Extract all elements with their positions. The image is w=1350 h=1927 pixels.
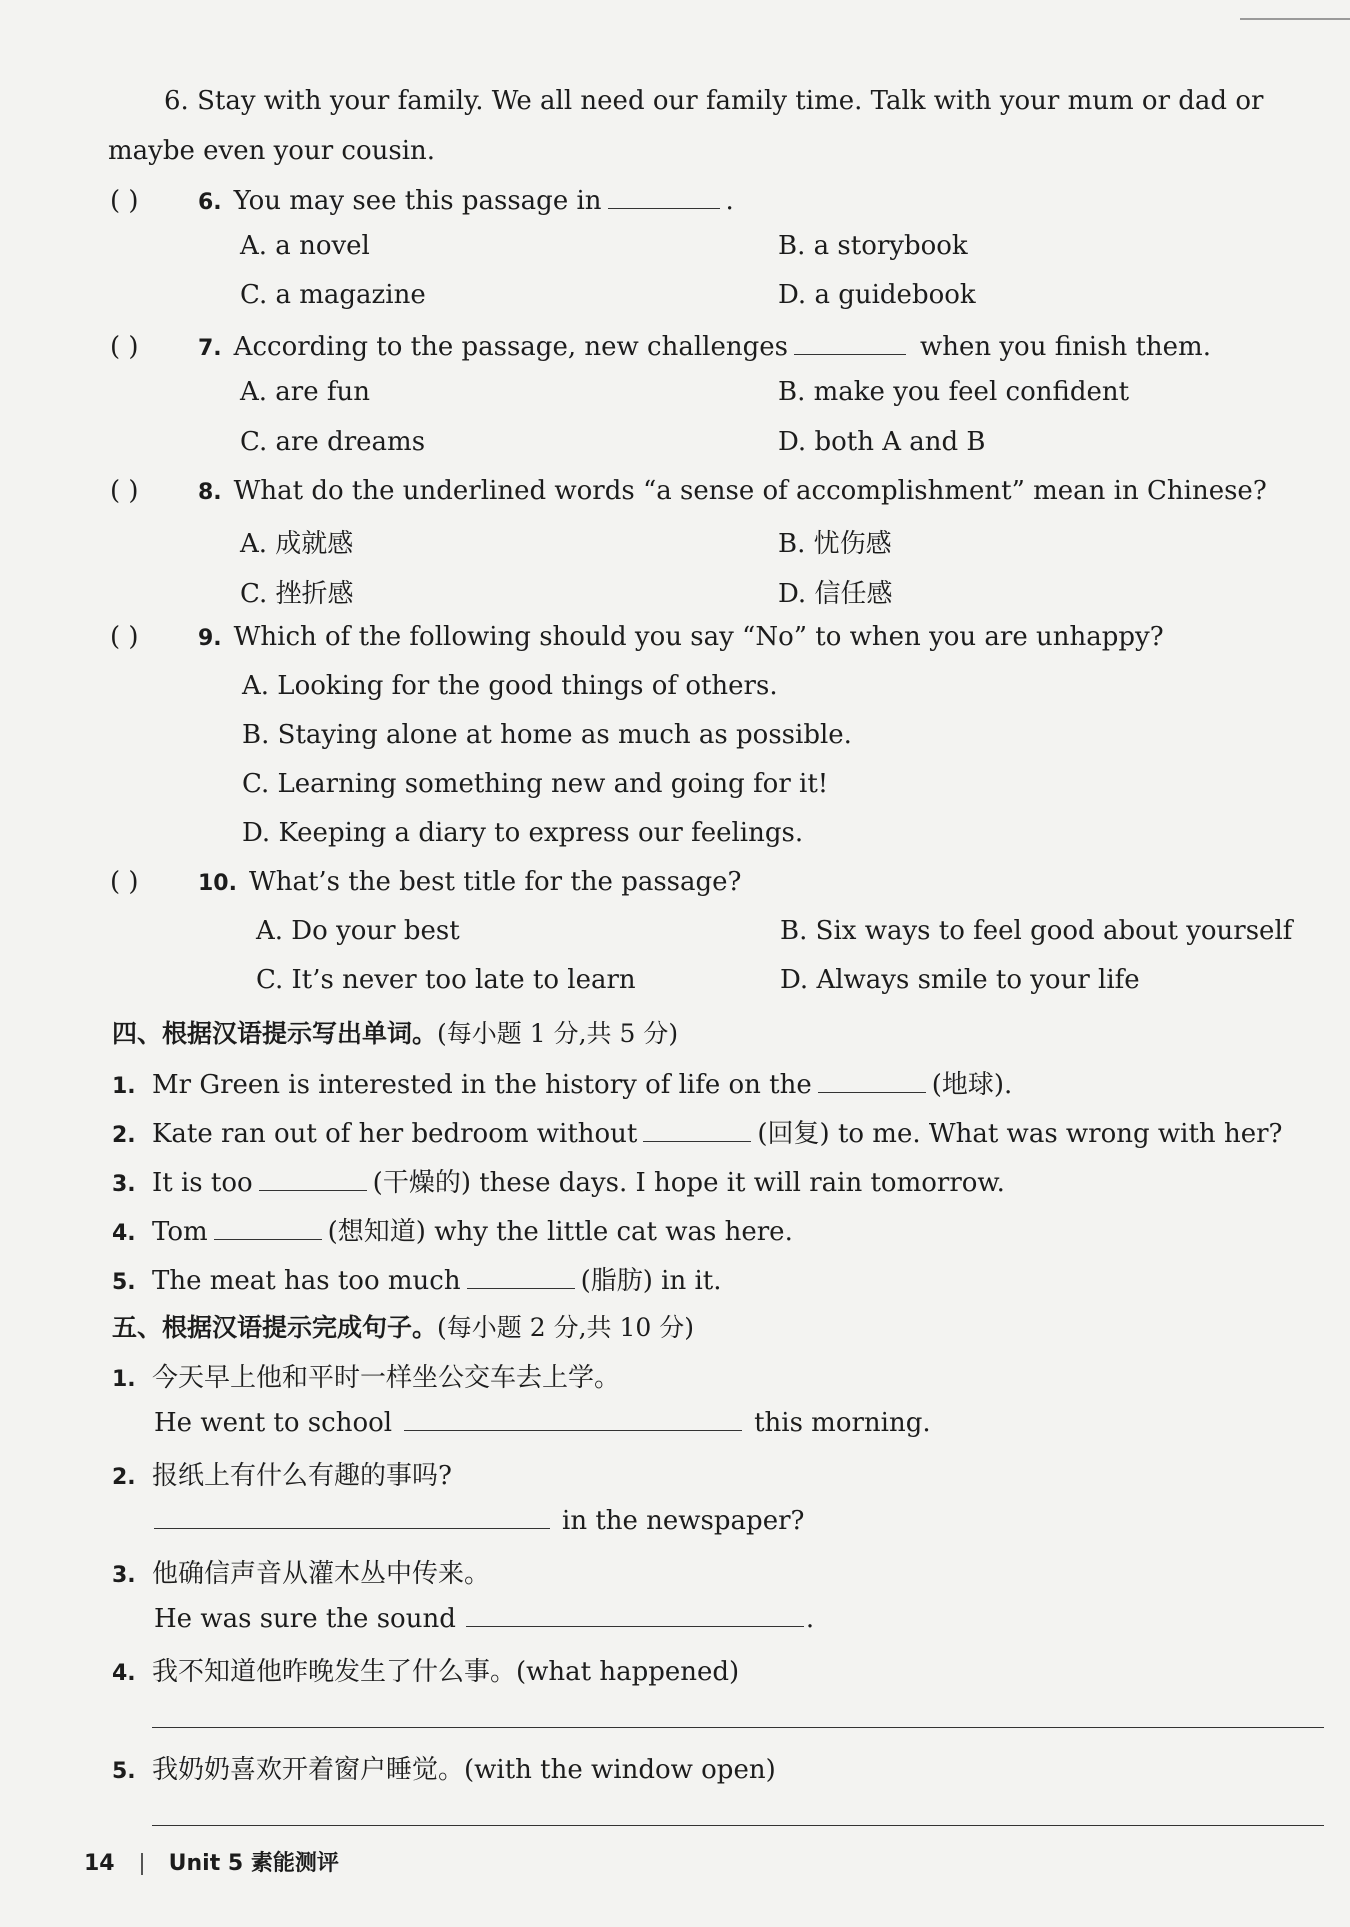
item-hint: (想知道) why the little cat was here. xyxy=(327,1217,793,1247)
answer-blank[interactable] xyxy=(466,1602,804,1627)
answer-paren[interactable]: ( ) xyxy=(110,186,139,216)
item-chinese: 报纸上有什么有趣的事吗? xyxy=(152,1461,452,1491)
item-number: 5. xyxy=(112,1270,136,1295)
answer-blank[interactable] xyxy=(154,1504,550,1529)
sentence-start: He was sure the sound xyxy=(154,1604,456,1634)
answer-blank[interactable] xyxy=(467,1264,575,1289)
item-chinese: 我不知道他昨晚发生了什么事。(what happened) xyxy=(152,1657,740,1687)
section-5-item-4 xyxy=(112,1651,739,1688)
section-5-heading: 五、根据汉语提示完成句子。 xyxy=(112,1313,438,1342)
question-8 xyxy=(110,476,1267,506)
answer-paren[interactable]: ( ) xyxy=(110,622,139,652)
answer-blank[interactable] xyxy=(643,1117,751,1142)
sentence-end: this morning. xyxy=(754,1408,931,1438)
answer-paren[interactable]: ( ) xyxy=(110,867,139,897)
item-chinese: 今天早上他和平时一样坐公交车去上学。 xyxy=(152,1363,621,1393)
answer-line[interactable] xyxy=(152,1825,1324,1826)
question-number: 9. xyxy=(198,626,222,651)
question-10 xyxy=(110,867,742,897)
answer-blank[interactable] xyxy=(818,1068,926,1093)
answer-blank[interactable] xyxy=(404,1406,742,1431)
question-9 xyxy=(110,622,1164,652)
sentence-end: . xyxy=(805,1604,815,1634)
section-5-item-2 xyxy=(112,1455,452,1492)
section-5-title xyxy=(112,1308,694,1344)
item-hint: (地球). xyxy=(931,1070,1013,1100)
option-a[interactable]: A. Looking for the good things of others. xyxy=(242,671,778,701)
question-number: 10. xyxy=(198,871,237,896)
option-c[interactable]: C. a magazine xyxy=(240,280,426,310)
question-6 xyxy=(110,184,734,216)
option-a[interactable]: A. Do your best xyxy=(256,916,460,946)
option-d[interactable]: D. a guidebook xyxy=(778,280,976,310)
item-number: 4. xyxy=(112,1221,136,1246)
answer-blank[interactable] xyxy=(608,184,720,209)
answer-blank[interactable] xyxy=(259,1166,367,1191)
item-hint: (脂肪) in it. xyxy=(580,1266,722,1296)
answer-blank[interactable] xyxy=(794,330,906,355)
item-text: The meat has too much xyxy=(152,1266,461,1296)
sentence-end: in the newspaper? xyxy=(562,1506,805,1536)
option-c[interactable]: C. Learning something new and going for it! xyxy=(242,769,829,799)
section-4-heading: 四、根据汉语提示写出单词。 xyxy=(112,1019,438,1048)
item-number: 3. xyxy=(112,1563,136,1588)
section-5-item-5 xyxy=(112,1749,776,1786)
question-7 xyxy=(110,330,1211,362)
option-c[interactable]: C. 挫折感 xyxy=(240,579,354,609)
option-b[interactable]: B. Staying alone at home as much as possible. xyxy=(242,720,852,750)
item-text: Tom xyxy=(152,1217,208,1247)
section-5-points: (每小题 2 分,共 10 分) xyxy=(437,1313,694,1342)
item-text: It is too xyxy=(152,1168,253,1198)
item-number: 1. xyxy=(112,1074,136,1099)
page-number: 14 xyxy=(84,1851,115,1876)
item-text: Kate ran out of her bedroom without xyxy=(152,1119,638,1149)
footer-divider xyxy=(141,1853,143,1875)
section-5-item-3 xyxy=(112,1553,490,1590)
option-d[interactable]: D. 信任感 xyxy=(778,579,893,609)
option-b[interactable]: B. make you feel confident xyxy=(778,377,1130,407)
question-stem: According to the passage, new challenges xyxy=(233,332,788,362)
option-b[interactable]: B. a storybook xyxy=(778,231,968,261)
option-c[interactable]: C. It’s never too late to learn xyxy=(256,965,636,995)
section-4-item-5 xyxy=(112,1260,721,1297)
item-chinese: 他确信声音从灌木丛中传来。 xyxy=(152,1559,491,1589)
question-number: 8. xyxy=(198,480,222,505)
section-5-item-2-answer xyxy=(154,1504,804,1536)
intro-paragraph: 6. Stay with your family. We all need our family time. Talk with your mum or dad or maybe even your cousin. xyxy=(108,86,1264,166)
answer-paren[interactable]: ( ) xyxy=(110,476,139,506)
item-hint: (回复) to me. What was wrong with her? xyxy=(757,1119,1283,1149)
question-number: 7. xyxy=(198,336,222,361)
answer-blank[interactable] xyxy=(214,1215,322,1240)
option-d[interactable]: D. Keeping a diary to express our feelings. xyxy=(242,818,804,848)
item-chinese: 我奶奶喜欢开着窗户睡觉。(with the window open) xyxy=(152,1755,776,1785)
question-stem: What’s the best title for the passage? xyxy=(248,867,742,897)
item-number: 2. xyxy=(112,1123,136,1148)
item-number: 2. xyxy=(112,1465,136,1490)
section-5-item-1-answer xyxy=(154,1406,931,1438)
question-stem: You may see this passage in xyxy=(233,186,602,216)
item-number: 1. xyxy=(112,1367,136,1392)
section-4-title xyxy=(112,1014,678,1050)
item-number: 4. xyxy=(112,1661,136,1686)
sentence-start: He went to school xyxy=(154,1408,393,1438)
question-stem: What do the underlined words “a sense of accomplishment” mean in Chinese? xyxy=(233,476,1267,506)
answer-line[interactable] xyxy=(152,1727,1324,1728)
unit-label: Unit 5 素能测评 xyxy=(168,1851,339,1876)
item-text: Mr Green is interested in the history of life on the xyxy=(152,1070,812,1100)
option-d[interactable]: D. Always smile to your life xyxy=(780,965,1140,995)
item-number: 3. xyxy=(112,1172,136,1197)
section-4-item-3 xyxy=(112,1162,1005,1199)
page-footer xyxy=(84,1846,339,1877)
option-b[interactable]: B. Six ways to feel good about yourself xyxy=(780,916,1293,946)
option-a[interactable]: A. a novel xyxy=(240,231,370,261)
option-a[interactable]: A. are fun xyxy=(240,377,370,407)
item-hint: (干燥的) these days. I hope it will rain tomorrow. xyxy=(372,1168,1005,1198)
option-d[interactable]: D. both A and B xyxy=(778,427,986,457)
question-stem: Which of the following should you say “No” to when you are unhappy? xyxy=(233,622,1164,652)
section-5-item-3-answer xyxy=(154,1602,814,1634)
question-number: 6. xyxy=(198,190,222,215)
option-b[interactable]: B. 忧伤感 xyxy=(778,529,892,559)
section-4-points: (每小题 1 分,共 5 分) xyxy=(437,1019,679,1048)
section-4-item-1 xyxy=(112,1064,1012,1101)
section-4-item-4 xyxy=(112,1211,793,1248)
option-a[interactable]: A. 成就感 xyxy=(240,529,354,559)
top-rule xyxy=(1240,18,1350,20)
question-stem-end: when you finish them. xyxy=(919,332,1211,362)
section-4-item-2 xyxy=(112,1113,1282,1150)
question-stem-end: . xyxy=(725,186,734,216)
section-5-item-1 xyxy=(112,1357,620,1394)
answer-paren[interactable]: ( ) xyxy=(110,332,139,362)
option-c[interactable]: C. are dreams xyxy=(240,427,426,457)
item-number: 5. xyxy=(112,1759,136,1784)
